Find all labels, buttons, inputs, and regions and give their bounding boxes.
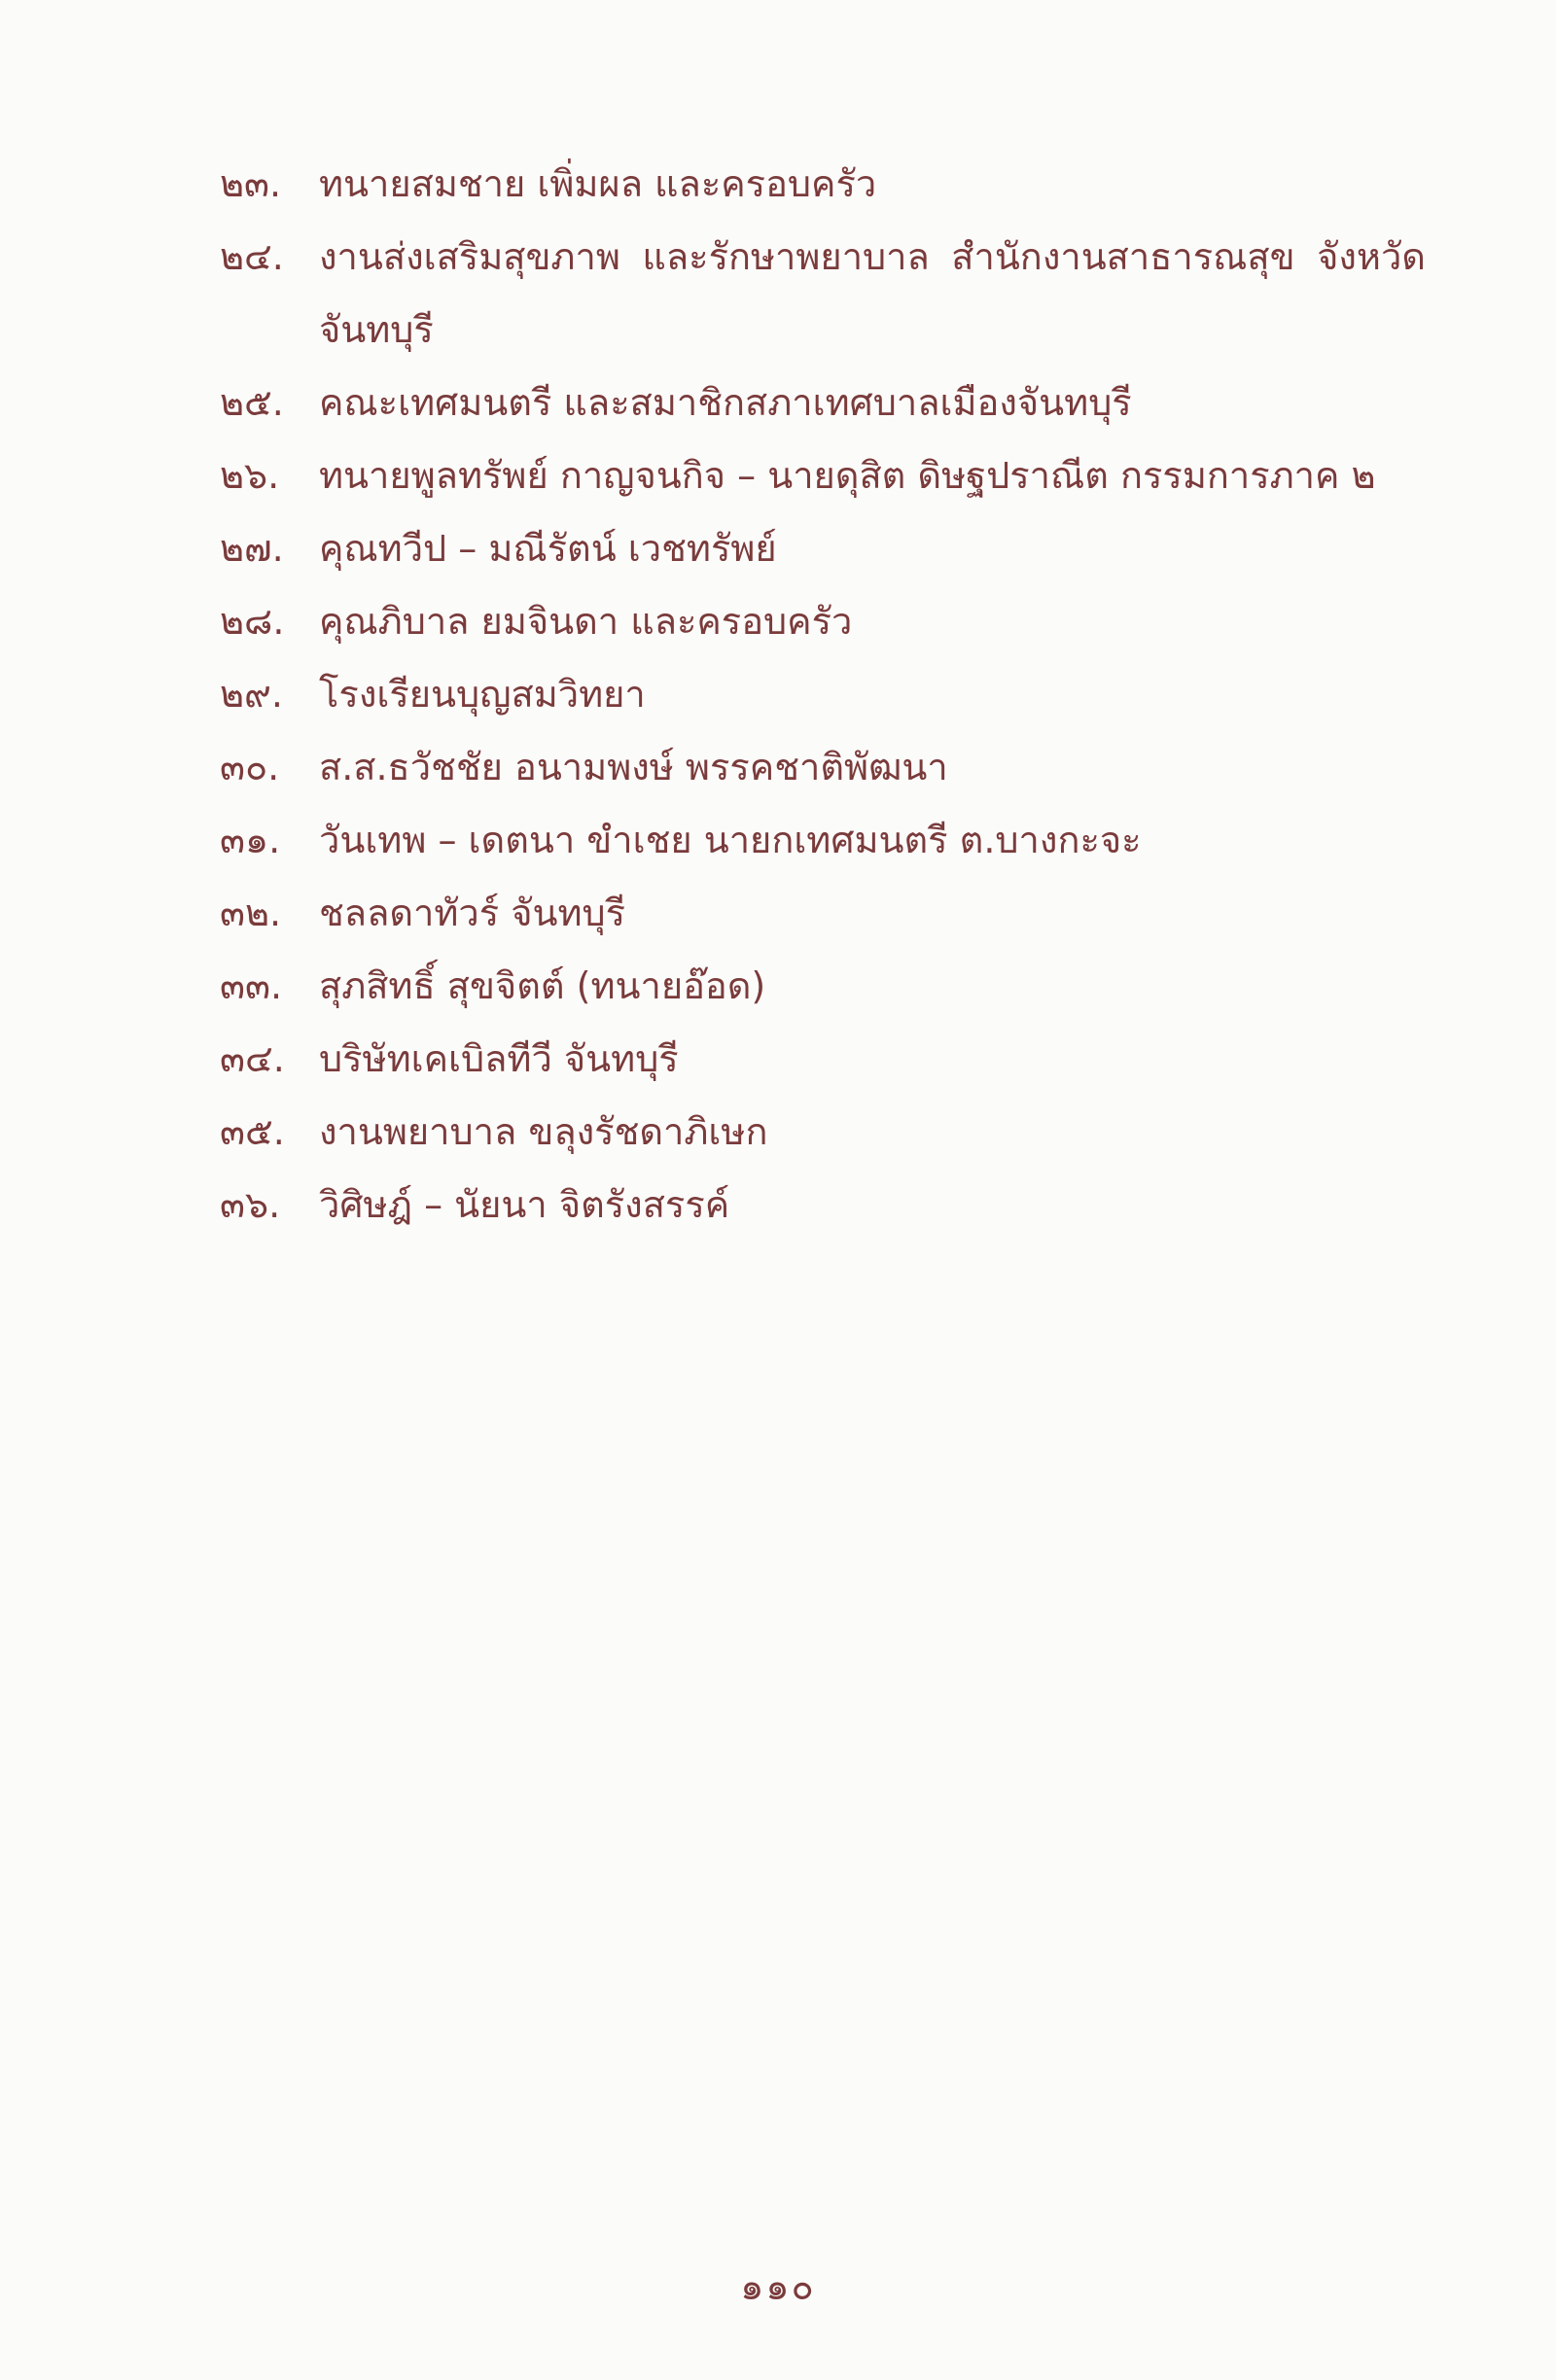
list-item — [220, 1023, 1426, 1096]
list-item — [220, 367, 1426, 439]
list-item-text: บริษัทเคเบิลทีวี จันทบุรี — [319, 1037, 679, 1080]
list-item-number: ๓๕. — [220, 1110, 285, 1153]
list-item — [220, 1096, 1426, 1169]
list-item-number: ๓๖. — [220, 1183, 281, 1226]
list-item-number: ๒๔. — [220, 235, 284, 278]
list-item-text: งานพยาบาล ขลุงรัชดาภิเษก — [319, 1110, 768, 1153]
acknowledgement-list — [220, 148, 1426, 1242]
list-item-number: ๒๙. — [220, 673, 283, 716]
list-item — [220, 731, 1426, 804]
list-item-number: ๓๐. — [220, 746, 280, 788]
list-item-number: ๒๘. — [220, 600, 285, 643]
list-item — [220, 950, 1426, 1023]
list-item-text: ชลลดาทัวร์ จันทบุรี — [319, 892, 626, 934]
list-item-number: ๓๔. — [220, 1037, 285, 1080]
list-item — [220, 439, 1426, 512]
list-item — [220, 877, 1426, 950]
list-item — [220, 804, 1426, 877]
list-item-text: งานส่งเสริมสุขภาพ และรักษาพยาบาล สำนักงานสาธารณสุข จังหวัดจันทบุรี — [319, 235, 1426, 351]
list-item-number: ๒๖. — [220, 454, 280, 497]
list-item-number: ๒๕. — [220, 381, 284, 424]
list-item-text: วันเทพ – เดตนา ขำเชย นายกเทศมนตรี ต.บางกะจะ — [319, 819, 1142, 861]
list-item-text: คณะเทศมนตรี และสมาชิกสภาเทศบาลเมืองจันทบุรี — [319, 381, 1132, 424]
list-item — [220, 1169, 1426, 1242]
list-item-text: วิศิษฎ์ – นัยนา จิตรังสรรค์ — [319, 1183, 730, 1226]
list-item-text: ทนายพูลทรัพย์ กาญจนกิจ – นายดุสิต ดิษฐปราณีต กรรมการภาค ๒ — [319, 454, 1376, 497]
list-item — [220, 148, 1426, 221]
list-item-text: คุณทวีป – มณีรัตน์ เวชทรัพย์ — [319, 527, 777, 570]
list-item-text: ส.ส.ธวัชชัย อนามพงษ์ พรรคชาติพัฒนา — [319, 746, 948, 788]
list-item — [220, 658, 1426, 731]
list-item-number: ๓๓. — [220, 964, 283, 1007]
list-item-text: โรงเรียนบุญสมวิทยา — [319, 673, 646, 716]
list-item-text: ทนายสมชาย เพิ่มผล และครอบครัว — [319, 162, 877, 205]
list-item — [220, 585, 1426, 658]
list-item — [220, 221, 1426, 367]
list-item-text: คุณภิบาล ยมจินดา และครอบครัว — [319, 600, 853, 643]
list-item-number: ๓๒. — [220, 892, 282, 934]
list-item-number: ๒๗. — [220, 527, 284, 570]
list-item — [220, 512, 1426, 585]
list-item-text: สุภสิทธิ์ สุขจิตต์ (ทนายอ๊อด) — [319, 964, 766, 1007]
list-item-number: ๓๑. — [220, 819, 281, 861]
list-item-number: ๒๓. — [220, 162, 282, 205]
page-number: ๑๑๐ — [740, 2265, 816, 2308]
